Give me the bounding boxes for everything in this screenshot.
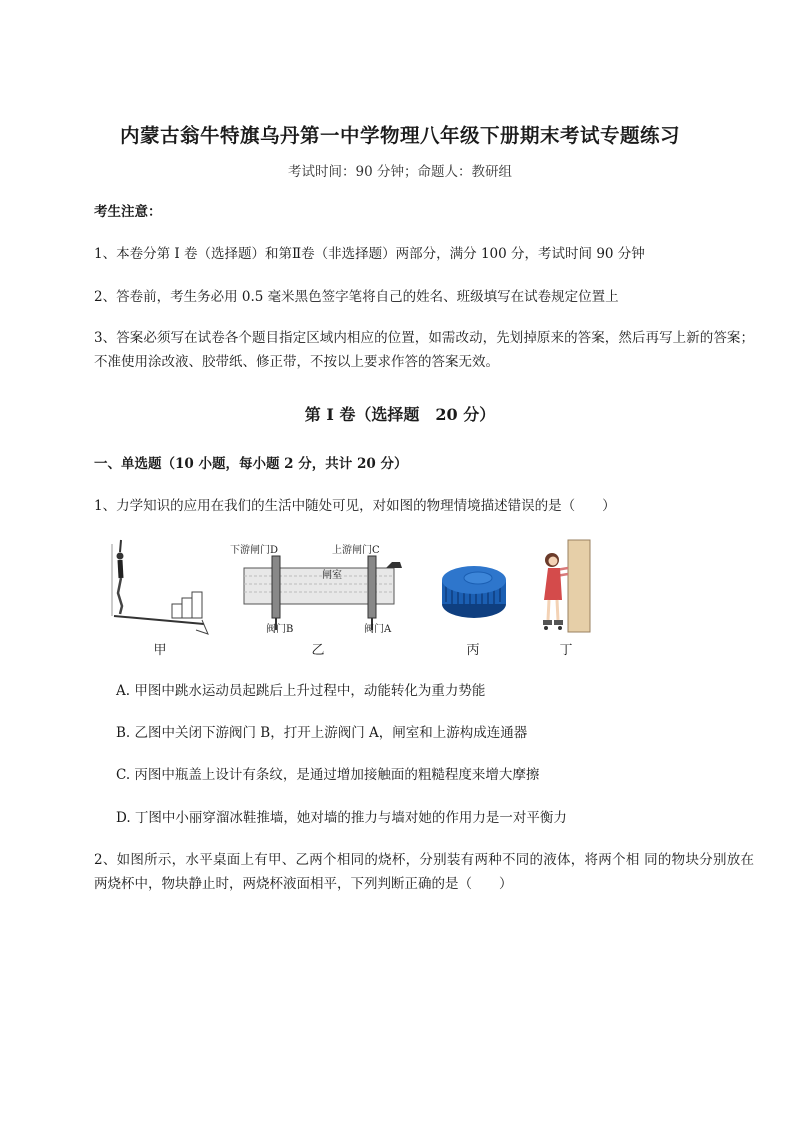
question-figures [108,538,598,656]
page-title: 内蒙古翁牛特旗乌丹第一中学物理八年级下册期末考试专题练习 [119,124,680,147]
notice-item: 3、答案必须写在试卷各个题目指定区域内相应的位置，如需改动，先划掉原来的答案，然后再写上新的答案；不准使用涂改液、胶带纸、修正带，不按以上要求作答的答案无效。 [94,330,754,370]
notice-item: 1、本卷分第 I 卷（选择题）和第Ⅱ卷（非选择题）两部分，满分 100 分，考试时间 90 分钟 [94,246,645,262]
gate-d-label: 下游闸门D [230,545,279,556]
figure-label: 丙 [466,643,480,658]
notice-heading: 考生注意： [94,204,162,220]
girl-pushing-wall-figure [538,538,598,638]
option-d: D. 丁图中小丽穿溜冰鞋推墙，她对墙的推力与墙对她的作用力是一对平衡力 [116,810,567,826]
valve-a-label: 阀门A [364,624,392,635]
figure-label: 乙 [311,643,325,658]
notice-item: 2、答卷前，考生务必用 0.5 毫米黑色签字笔将自己的姓名、班级填写在试卷规定位置上 [94,289,619,305]
option-c: C. 丙图中瓶盖上设计有条纹，是通过增加接触面的粗糙程度来增大摩擦 [116,767,540,783]
diver-figure [108,538,218,638]
lock-chamber-label: 闸室 [322,570,342,581]
valve-b-label: 阀门B [266,624,294,635]
figure-label: 丁 [559,643,573,658]
figure-label: 甲 [153,643,167,658]
question-stem: 2、如图所示，水平桌面上有甲、乙两个相同的烧杯，分别装有两种不同的液体，将两个相 同的物块分别放在两烧杯中，物块静止时，两烧杯液面相平，下列判断正确的是（ ） [94,852,754,892]
bottle-cap-figure [438,538,508,628]
option-b: B. 乙图中关闭下游阀门 B，打开上游阀门 A，闸室和上游构成连通器 [116,725,528,741]
section-title: 第 I 卷（选择题 20 分） [304,405,496,424]
exam-info: 考试时间：90 分钟；命题人：教研组 [288,164,512,180]
question-stem: 1、力学知识的应用在我们的生活中随处可见，对如图的物理情境描述错误的是（ ） [94,498,616,514]
gate-c-label: 上游闸门C [332,545,380,556]
part-heading: 一、单选题（10 小题，每小题 2 分，共计 20 分） [94,456,408,472]
option-a: A. 甲图中跳水运动员起跳后上升过程中，动能转化为重力势能 [116,683,486,699]
